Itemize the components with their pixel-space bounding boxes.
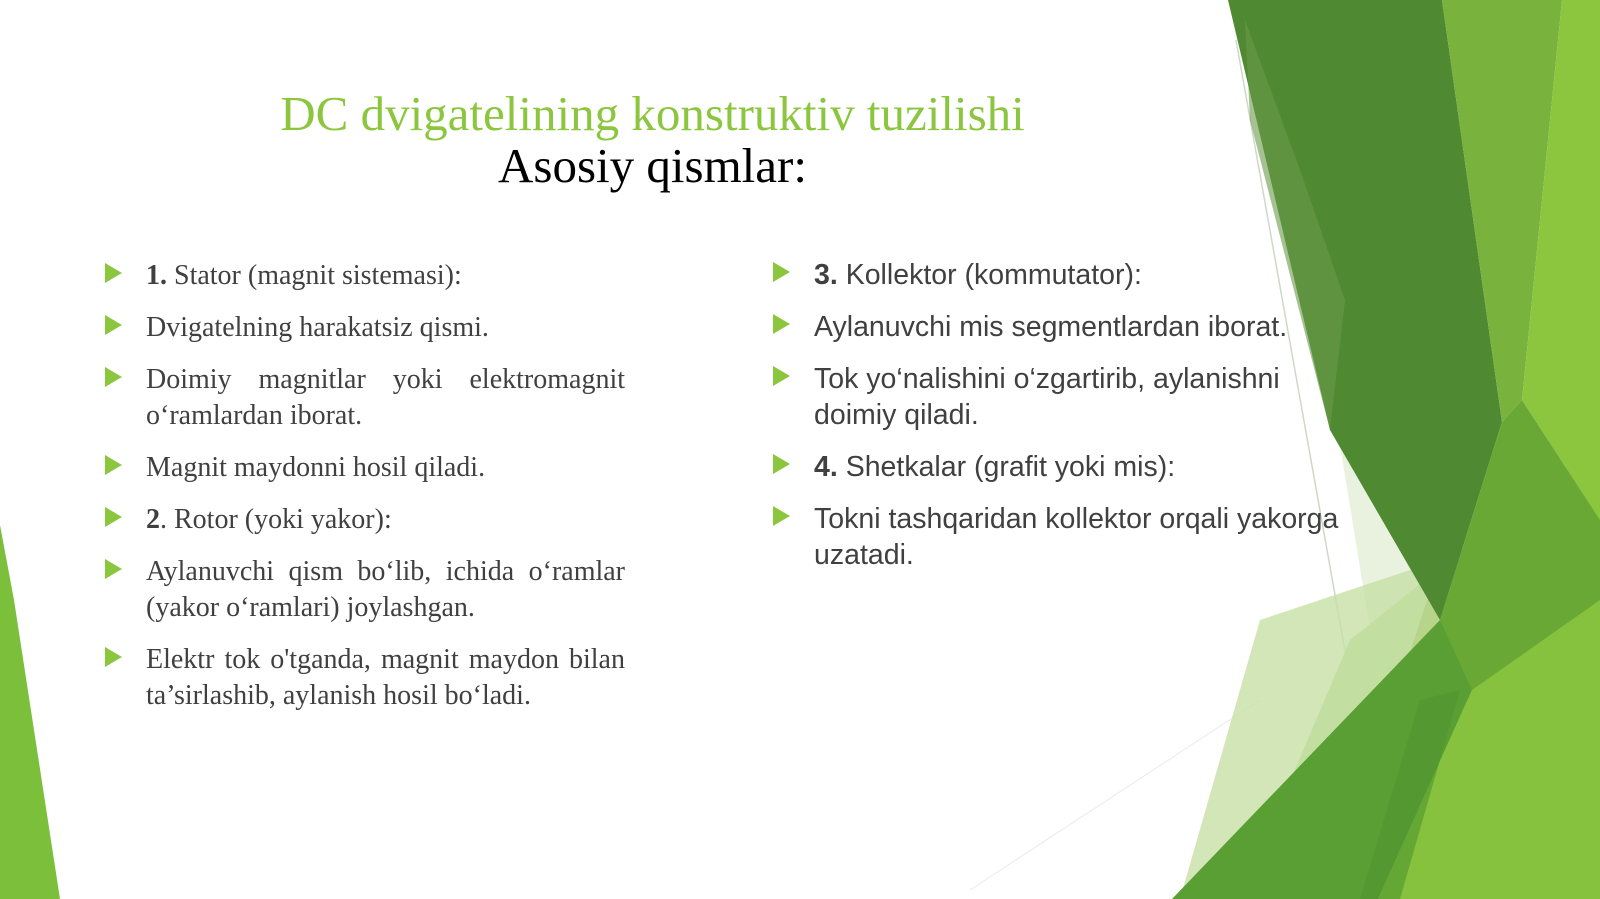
item-text: Dvigatelning harakatsiz qismi.	[146, 312, 489, 343]
list-item	[768, 361, 1358, 433]
list-item	[100, 310, 625, 346]
item-number: 2	[146, 504, 160, 535]
item-text: Aylanuvchi mis segmentlardan iborat.	[814, 311, 1288, 343]
triangle-bullet-icon	[773, 262, 790, 282]
list-item	[100, 642, 625, 714]
triangle-bullet-icon	[105, 507, 122, 527]
item-text: Elektr tok o'tganda, magnit maydon bilan ta’sirlashib, aylanish hosil bo‘ladi.	[146, 644, 625, 711]
item-text: Doimiy magnitlar yoki elektromagnit o‘ramlardan iborat.	[146, 364, 625, 431]
slide-subtitle: Asosiy qismlar:	[498, 138, 807, 193]
left-bullet-list	[100, 258, 625, 730]
item-number: 1.	[146, 260, 167, 291]
item-number: 4.	[814, 451, 838, 483]
triangle-bullet-icon	[105, 367, 122, 387]
list-item	[768, 309, 1358, 345]
triangle-bullet-icon	[105, 315, 122, 335]
list-item	[768, 257, 1358, 293]
list-item	[768, 449, 1358, 485]
triangle-bullet-icon	[105, 647, 122, 667]
list-item	[100, 450, 625, 486]
slide-title: DC dvigatelining konstruktiv tuzilishi	[280, 86, 1025, 141]
triangle-bullet-icon	[773, 454, 790, 474]
item-text: Aylanuvchi qism bo‘lib, ichida o‘ramlar (yakor o‘ramlari) joylashgan.	[146, 556, 625, 623]
item-text: Tok yo‘nalishini o‘zgartirib, aylanishni doimiy qiladi.	[814, 363, 1280, 431]
triangle-bullet-icon	[773, 314, 790, 334]
triangle-bullet-icon	[105, 455, 122, 475]
triangle-bullet-icon	[773, 506, 790, 526]
item-text: Stator (magnit sistemasi):	[167, 260, 462, 291]
list-item	[100, 362, 625, 434]
item-text: Shetkalar (grafit yoki mis):	[837, 451, 1176, 483]
list-item	[100, 502, 625, 538]
item-number: 3.	[814, 259, 838, 291]
list-item	[100, 554, 625, 626]
item-text: Tokni tashqaridan kollektor orqali yakorga uzatadi.	[814, 503, 1339, 571]
triangle-bullet-icon	[773, 366, 790, 386]
triangle-bullet-icon	[105, 263, 122, 283]
triangle-bullet-icon	[105, 559, 122, 579]
list-item	[768, 501, 1358, 573]
right-bullet-list	[768, 257, 1358, 589]
item-text: Magnit maydonni hosil qiladi.	[146, 452, 486, 483]
item-text: . Rotor (yoki yakor):	[160, 504, 392, 535]
list-item	[100, 258, 625, 294]
item-text: Kollektor (kommutator):	[837, 259, 1142, 291]
